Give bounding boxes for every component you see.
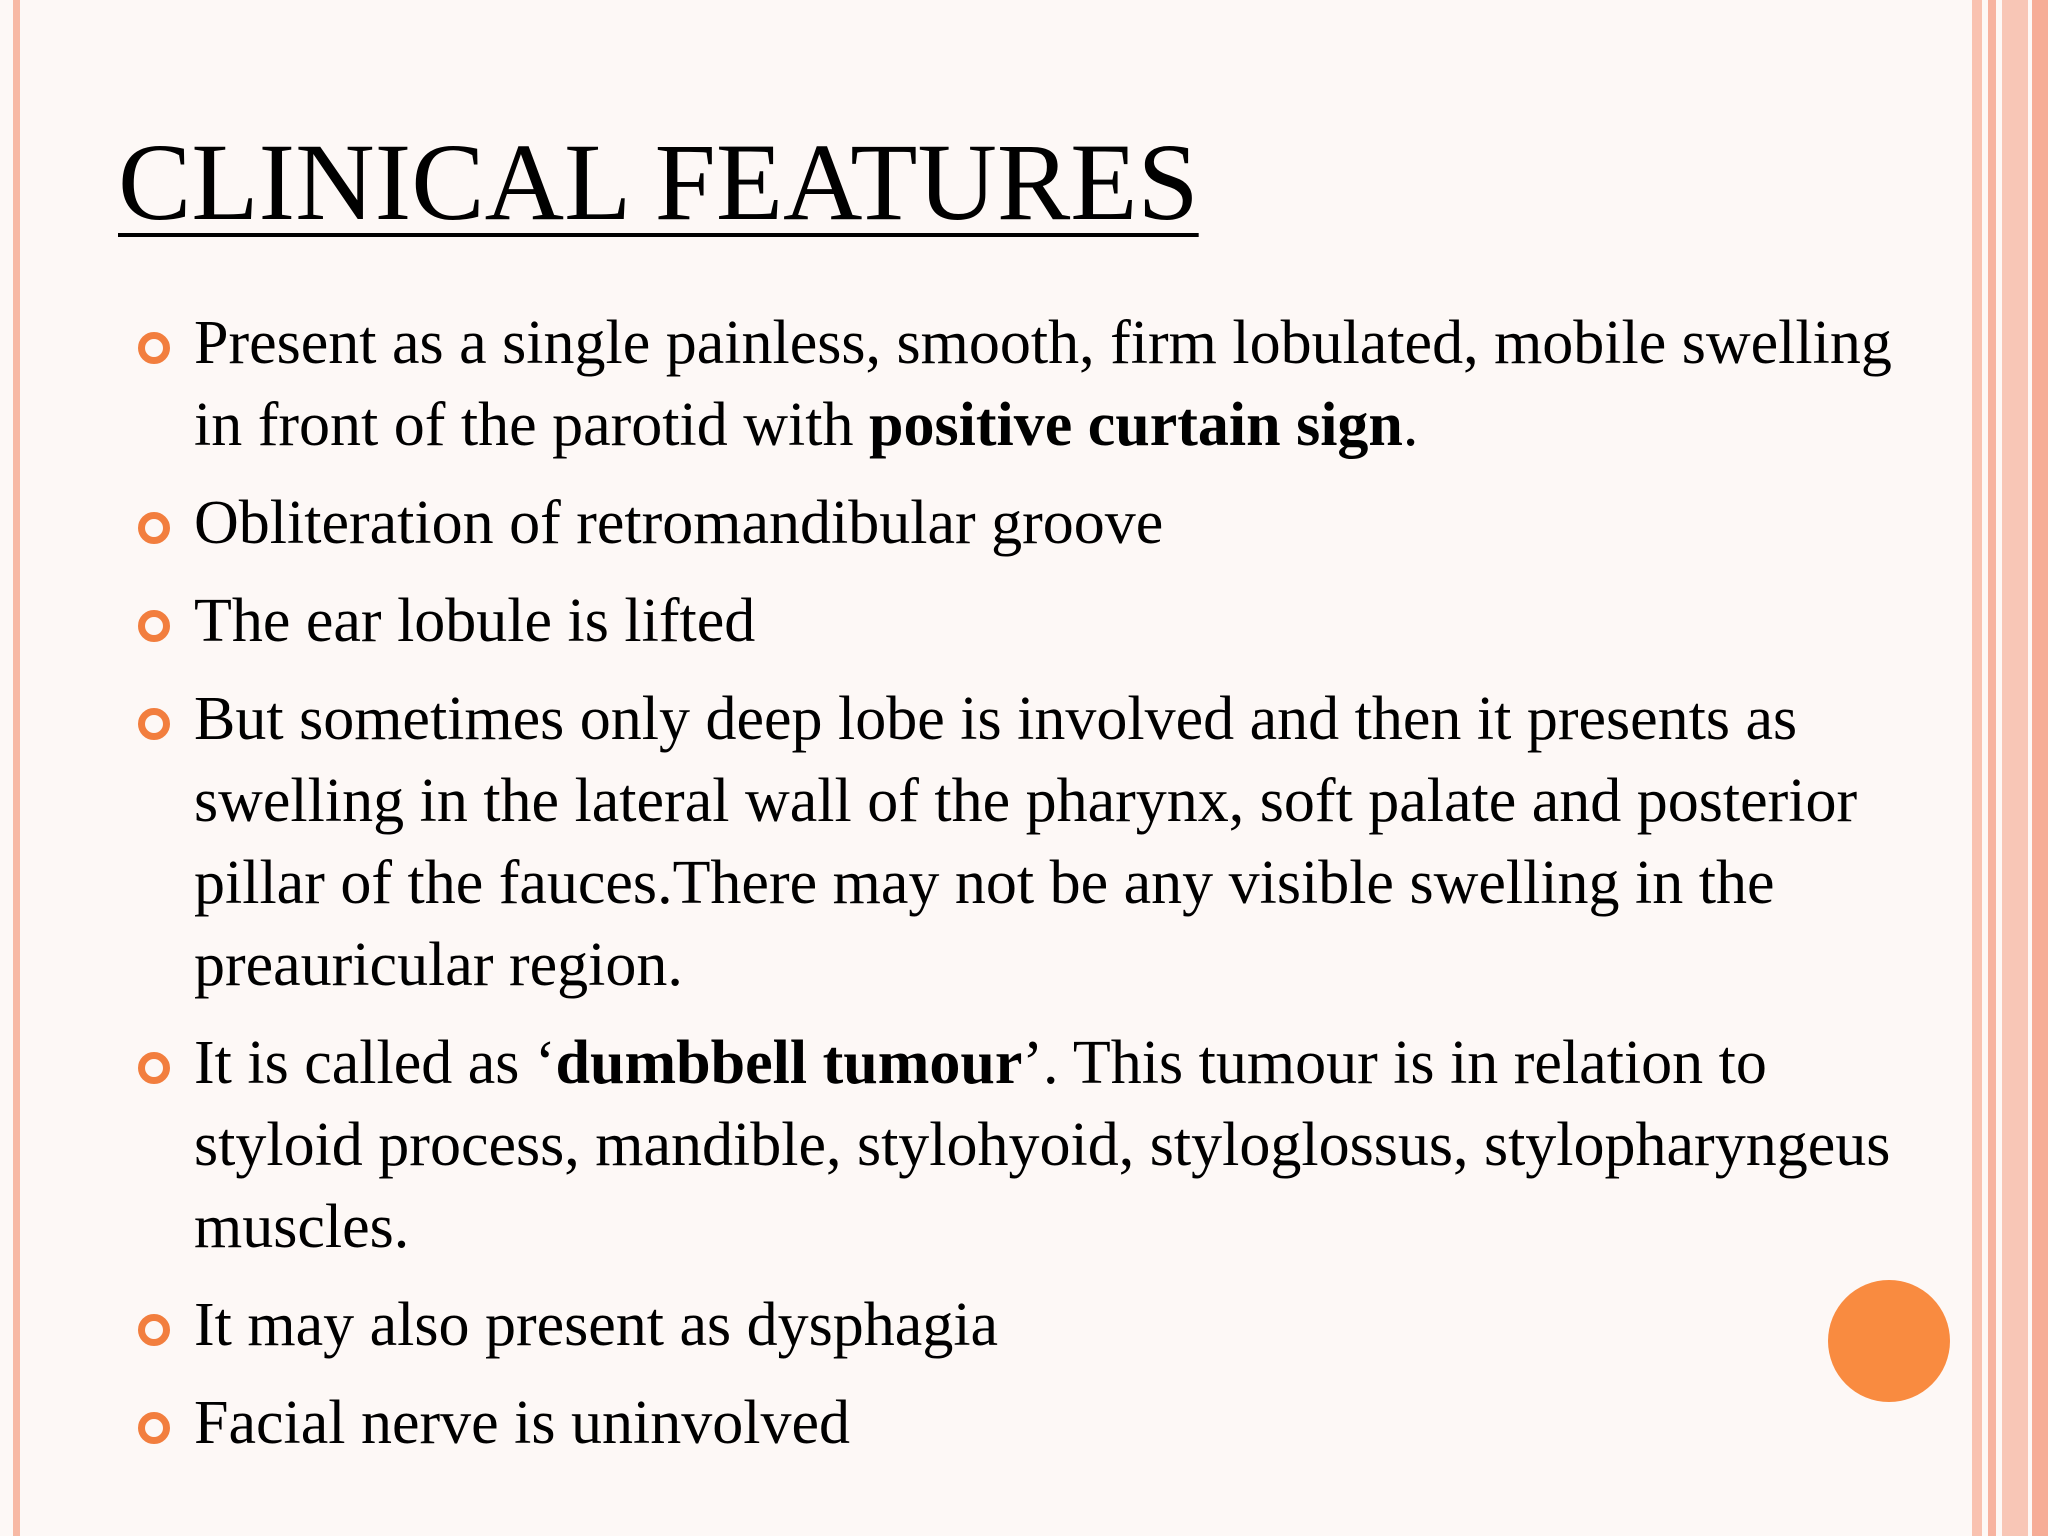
ring-bullet-icon: [138, 1052, 170, 1084]
left-border-stripe: [13, 0, 20, 1536]
bullet-item-3: [138, 580, 1938, 662]
bullet-text: The ear lobule is lifted: [194, 587, 756, 655]
bullet-item-4: [138, 678, 1938, 1006]
bullet-text: Facial nerve is uninvolved: [194, 1389, 850, 1457]
ring-bullet-icon: [138, 610, 170, 642]
ring-bullet-icon: [138, 708, 170, 740]
bullet-text-bold: dumbbell tumour: [555, 1029, 1023, 1097]
bullet-text: Obliteration of retromandibular groove: [194, 489, 1164, 557]
right-stripe-4: [2032, 0, 2048, 1536]
bullet-item-1: [138, 302, 1938, 466]
orange-circle-icon: [1828, 1280, 1950, 1402]
bullet-text-bold: positive curtain sign: [868, 391, 1403, 459]
bullet-text: It may also present as dysphagia: [194, 1291, 999, 1359]
right-stripe-1: [1972, 0, 1982, 1536]
bullet-item-6: [138, 1284, 1938, 1366]
bullet-list: [138, 302, 1938, 1480]
bullet-item-2: [138, 482, 1938, 564]
right-stripe-2: [1988, 0, 1996, 1536]
bullet-item-7: [138, 1382, 1938, 1464]
bullet-text-post: ’. This tumour is in relation to styloid process, mandible, stylohyoid, styloglossus, stylopharyngeus muscles.: [194, 1029, 1891, 1261]
ring-bullet-icon: [138, 1412, 170, 1444]
right-stripe-3: [2002, 0, 2028, 1536]
ring-bullet-icon: [138, 332, 170, 364]
bullet-text-pre: It is called as ‘: [194, 1029, 556, 1097]
right-border-stripes: [1972, 0, 2048, 1536]
slide-title: CLINICAL FEATURES: [118, 121, 1199, 243]
bullet-text-pre: Present as a single painless, smooth, firm lobulated, mobile swelling in front of the parotid with: [194, 309, 1892, 459]
bullet-text-post: .: [1402, 391, 1419, 459]
ring-bullet-icon: [138, 1314, 170, 1346]
ring-bullet-icon: [138, 512, 170, 544]
bullet-text: But sometimes only deep lobe is involved and then it presents as swelling in the lateral wall of the pharynx, soft palate and posterior pillar of the fauces.There may not be any visible swelling in the preauricular region.: [194, 685, 1858, 999]
bullet-item-5: [138, 1022, 1938, 1268]
